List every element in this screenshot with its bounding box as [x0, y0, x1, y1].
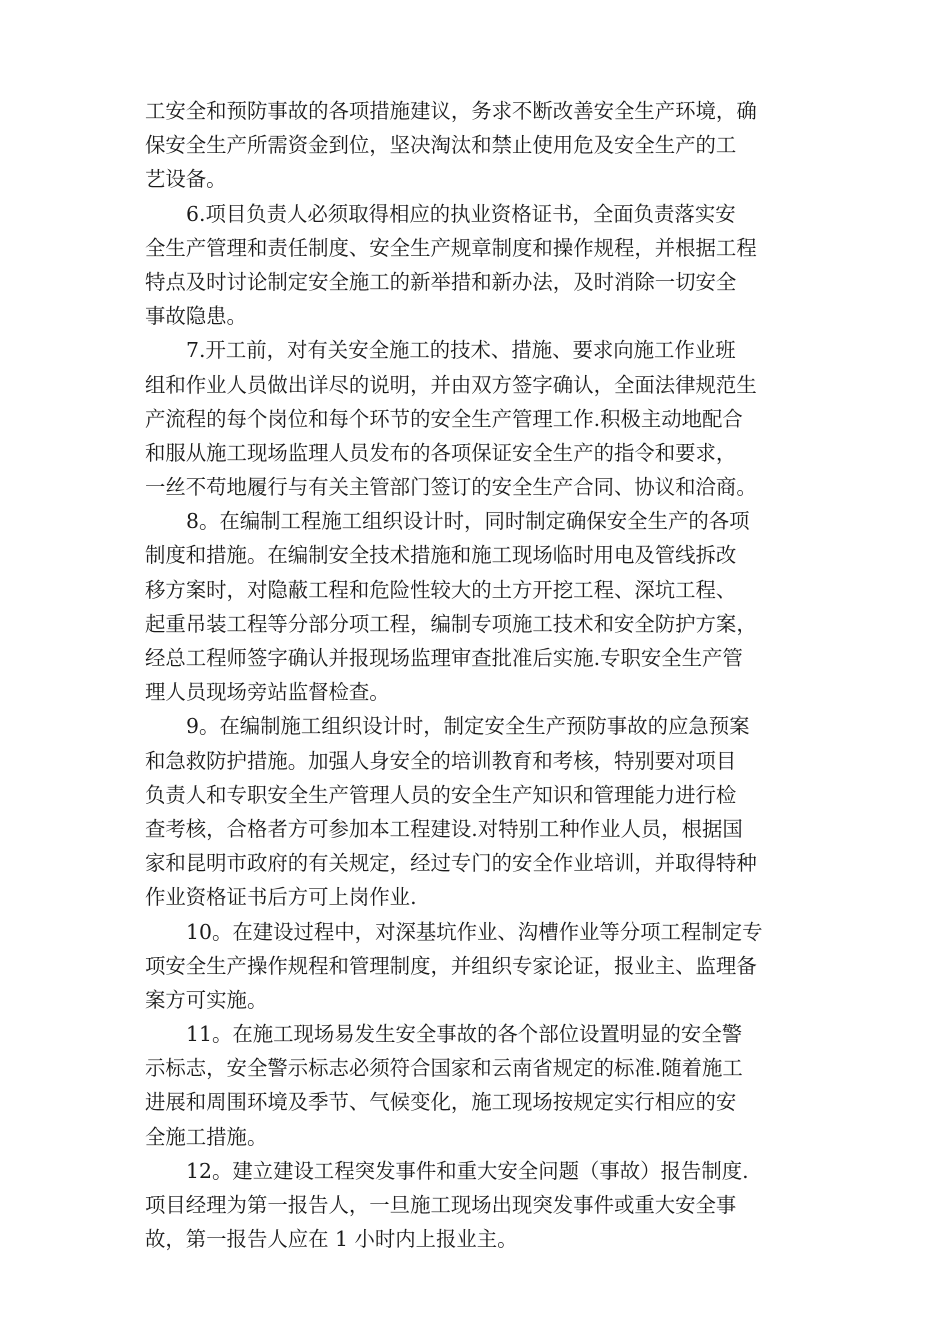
text-line: 组和作业人员做出详尽的说明，并由双方签字确认，全面法律规范生: [145, 372, 757, 397]
text-line: 一丝不苟地履行与有关主管部门签订的安全生产合同、协议和洽商。: [145, 475, 757, 500]
text-line: 全施工措施。: [145, 1124, 268, 1149]
text-line: 和急救防护措施。加强人身安全的培训教育和考核，特别要对项目: [145, 748, 737, 773]
text-line: 案方可实施。: [145, 987, 268, 1012]
text-line: 进展和周围环境及季节、气候变化，施工现场按规定实行相应的安: [145, 1090, 737, 1115]
text-line: 家和昆明市政府的有关规定，经过专门的安全作业培训，并取得特种: [145, 851, 757, 876]
text-line: 工安全和预防事故的各项措施建议，务求不断改善安全生产环境，确: [145, 99, 757, 123]
text-line: 产流程的每个岗位和每个环节的安全生产管理工作.积极主动地配合: [145, 406, 743, 431]
text-line: 制度和措施。在编制安全技术措施和施工现场临时用电及管线拆改: [145, 543, 737, 568]
text-line: 查考核，合格者方可参加本工程建设.对特别工种作业人员，根据国: [145, 816, 743, 841]
text-line: 和服从施工现场监理人员发布的各项保证安全生产的指令和要求，: [145, 440, 737, 465]
text-line: 故，第一报告人应在 1 小时内上报业主。: [145, 1227, 518, 1252]
text-line: 保安全生产所需资金到位，坚决淘汰和禁止使用危及安全生产的工: [145, 133, 737, 158]
text-line: 事故隐患。: [145, 304, 247, 329]
paragraph-first-line: 11。在施工现场易发生安全事故的各个部位设置明显的安全警: [186, 1022, 743, 1047]
text-line: 作业资格证书后方可上岗作业.: [145, 885, 417, 910]
text-line: 特点及时讨论制定安全施工的新举措和新办法，及时消除一切安全: [145, 269, 737, 294]
paragraph-first-line: 7.开工前，对有关安全施工的技术、措施、要求向施工作业班: [186, 338, 736, 363]
text-line: 示标志，安全警示标志必须符合国家和云南省规定的标准.随着施工: [145, 1056, 743, 1081]
document-body: [145, 94, 809, 1256]
text-line: 移方案时，对隐蔽工程和危险性较大的土方开挖工程、深坑工程、: [145, 577, 737, 602]
text-line: 理人员现场旁站监督检查。: [145, 680, 390, 705]
paragraph-first-line: 12。建立建设工程突发事件和重大安全问题（事故）报告制度.: [186, 1158, 749, 1183]
paragraph-first-line: 10。在建设过程中，对深基坑作业、沟槽作业等分项工程制定专: [186, 919, 763, 944]
document-page: [145, 94, 809, 1256]
paragraph-first-line: 9。在编制施工组织设计时，制定安全生产预防事故的应急预案: [186, 714, 750, 739]
paragraph-first-line: 8。在编制工程施工组织设计时，同时制定确保安全生产的各项: [186, 509, 750, 534]
paragraph-first-line: 6.项目负责人必须取得相应的执业资格证书，全面负责落实安: [186, 201, 736, 226]
text-line: 艺设备。: [145, 167, 227, 192]
text-line: 项目经理为第一报告人，一旦施工现场出现突发事件或重大安全事: [145, 1193, 737, 1217]
text-line: 经总工程师签字确认并报现场监理审查批准后实施.专职安全生产管: [145, 646, 743, 670]
text-line: 项安全生产操作规程和管理制度，并组织专家论证，报业主、监理备: [145, 953, 757, 978]
text-line: 负责人和专职安全生产管理人员的安全生产知识和管理能力进行检: [145, 782, 737, 807]
text-line: 全生产管理和责任制度、安全生产规章制度和操作规程，并根据工程: [145, 235, 757, 260]
text-line: 起重吊装工程等分部分项工程，编制专项施工技术和安全防护方案，: [145, 611, 757, 636]
